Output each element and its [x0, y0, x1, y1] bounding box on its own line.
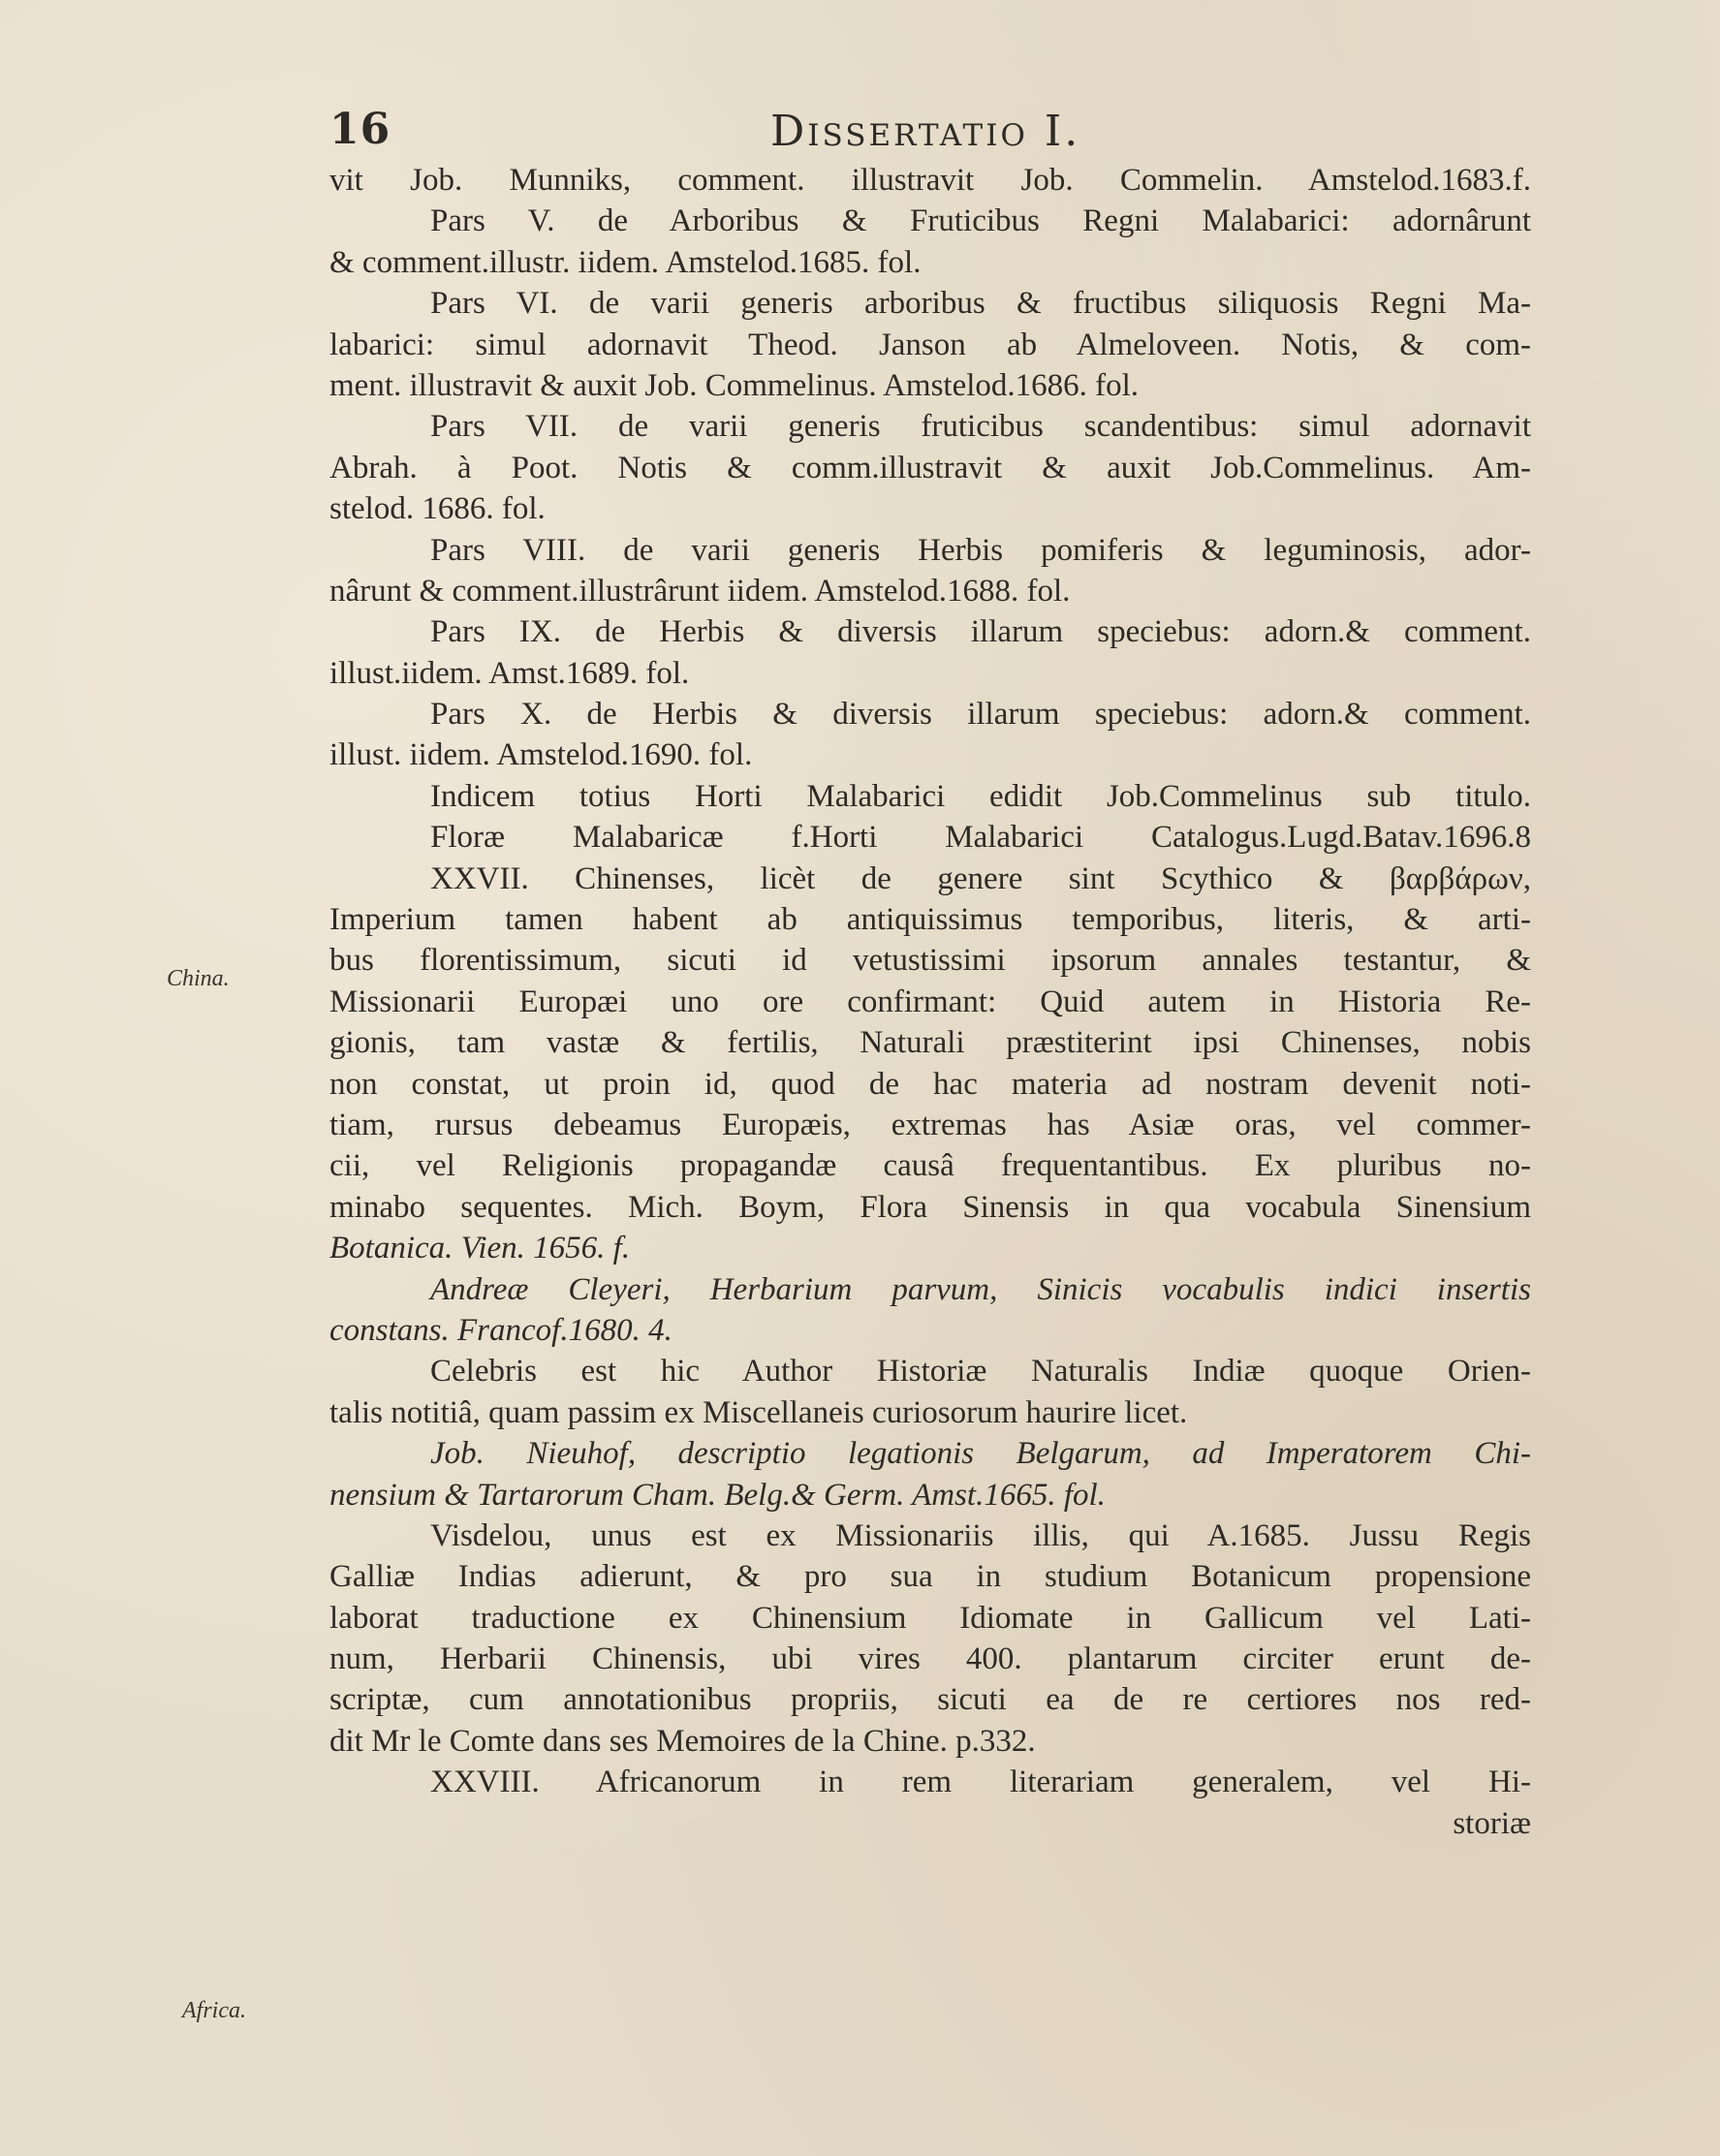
text-line: Andreæ Cleyeri, Herbarium parvum, Sinicis vocabulis indici insertis — [430, 1271, 1531, 1307]
text-line: dit Mr le Comte dans ses Memoires de la Chine. p.332. — [329, 1723, 1036, 1759]
text-line: nensium & Tartarorum Cham. Belg.& Germ. Amst.1665. fol. — [329, 1477, 1106, 1513]
text-line: tiam, rursus debeamus Europæis, extremas has Asiæ oras, vel commer- — [329, 1107, 1531, 1142]
text-line: laborat traductione ex Chinensium Idiomate in Gallicum vel Lati- — [329, 1600, 1531, 1636]
margin-note-china: China. — [167, 966, 230, 991]
text-line: Pars VIII. de varii generis Herbis pomiferis & leguminosis, ador- — [430, 532, 1531, 568]
text-line: stelod. 1686. fol. — [329, 491, 546, 527]
text-line: Pars VII. de varii generis fruticibus scandentibus: simul adornavit — [430, 409, 1531, 445]
text-line: labarici: simul adornavit Theod. Janson ab Almeloveen. Notis, & com- — [329, 327, 1531, 362]
text-line: num, Herbarii Chinensis, ubi vires 400. plantarum circiter erunt de- — [329, 1641, 1531, 1677]
text-line: vit Job. Munniks, comment. illustravit Job. Commelin. Amstelod.1683.f. — [329, 163, 1531, 198]
text-line: Abrah. à Poot. Notis & comm.illustravit & auxit Job.Commelinus. Am- — [329, 450, 1531, 485]
text-line: Celebris est hic Author Historiæ Naturalis Indiæ quoque Orien- — [430, 1354, 1531, 1390]
text-line: bus florentissimum, sicuti id vetustissimi ipsorum annales testantur, & — [329, 943, 1531, 979]
text-line: scriptæ, cum annotationibus propriis, sicuti ea de re certiores nos red- — [329, 1682, 1531, 1718]
text-line: illust. iidem. Amstelod.1690. fol. — [329, 737, 753, 773]
text-line: Galliæ Indias adierunt, & pro sua in studium Botanicum propensione — [329, 1559, 1531, 1595]
text-line: ment. illustravit & auxit Job. Commelinus. Amstelod.1686. fol. — [329, 367, 1140, 403]
text-line: Pars X. de Herbis & diversis illarum speciebus: adorn.& comment. — [430, 697, 1531, 733]
text-line: minabo sequentes. Mich. Boym, Flora Sinensis in qua vocabula Sinensium — [329, 1189, 1531, 1225]
text-line: cii, vel Religionis propagandæ causâ frequentantibus. Ex pluribus no- — [329, 1148, 1531, 1184]
text-line: Pars IX. de Herbis & diversis illarum speciebus: adorn.& comment. — [430, 614, 1531, 650]
text-line: XXVII. Chinenses, licèt de genere sint Scythico & βαρβάρων, — [430, 860, 1531, 896]
text-line: Missionarii Europæi uno ore confirmant: Quid autem in Historia Re- — [329, 984, 1531, 1019]
text-line: gionis, tam vastæ & fertilis, Naturali præstiterint ipsi Chinenses, nobis — [329, 1025, 1531, 1061]
page-header — [329, 105, 1531, 163]
text-line: Floræ Malabaricæ f.Horti Malabarici Catalogus.Lugd.Batav.1696.8 — [430, 820, 1531, 856]
catchword: storiæ — [1453, 1805, 1531, 1841]
text-line: talis notitiâ, quam passim ex Miscellaneis curiosorum haurire licet. — [329, 1394, 1188, 1430]
page-number: 16 — [329, 105, 391, 154]
body-text — [329, 160, 1531, 1844]
running-title: Dissertatio I. — [770, 107, 1081, 156]
text-line: constans. Francof.1680. 4. — [329, 1312, 672, 1348]
text-line: & comment.illustr. iidem. Amstelod.1685. fol. — [329, 244, 922, 280]
text-line: Pars V. de Arboribus & Fruticibus Regni Malabarici: adornârunt — [430, 203, 1531, 239]
text-line: illust.iidem. Amst.1689. fol. — [329, 655, 690, 691]
text-line: XXVIII. Africanorum in rem literariam generalem, vel Hi- — [430, 1765, 1531, 1800]
text-line: Job. Nieuhof, descriptio legationis Belgarum, ad Imperatorem Chi- — [430, 1436, 1531, 1472]
text-line: Imperium tamen habent ab antiquissimus temporibus, literis, & arti- — [329, 902, 1531, 938]
text-line: nârunt & comment.illustrârunt iidem. Amstelod.1688. fol. — [329, 573, 1071, 609]
text-line: Botanica. Vien. 1656. f. — [329, 1231, 631, 1266]
text-line: Pars VI. de varii generis arboribus & fructibus siliquosis Regni Ma- — [430, 286, 1531, 322]
margin-note-africa: Africa. — [182, 1998, 246, 2023]
text-line: non constat, ut proin id, quod de hac materia ad nostram devenit noti- — [329, 1066, 1531, 1102]
text-line: Visdelou, unus est ex Missionariis illis, qui A.1685. Jussu Regis — [430, 1517, 1531, 1553]
text-line: Indicem totius Horti Malabarici edidit Job.Commelinus sub titulo. — [430, 778, 1531, 814]
